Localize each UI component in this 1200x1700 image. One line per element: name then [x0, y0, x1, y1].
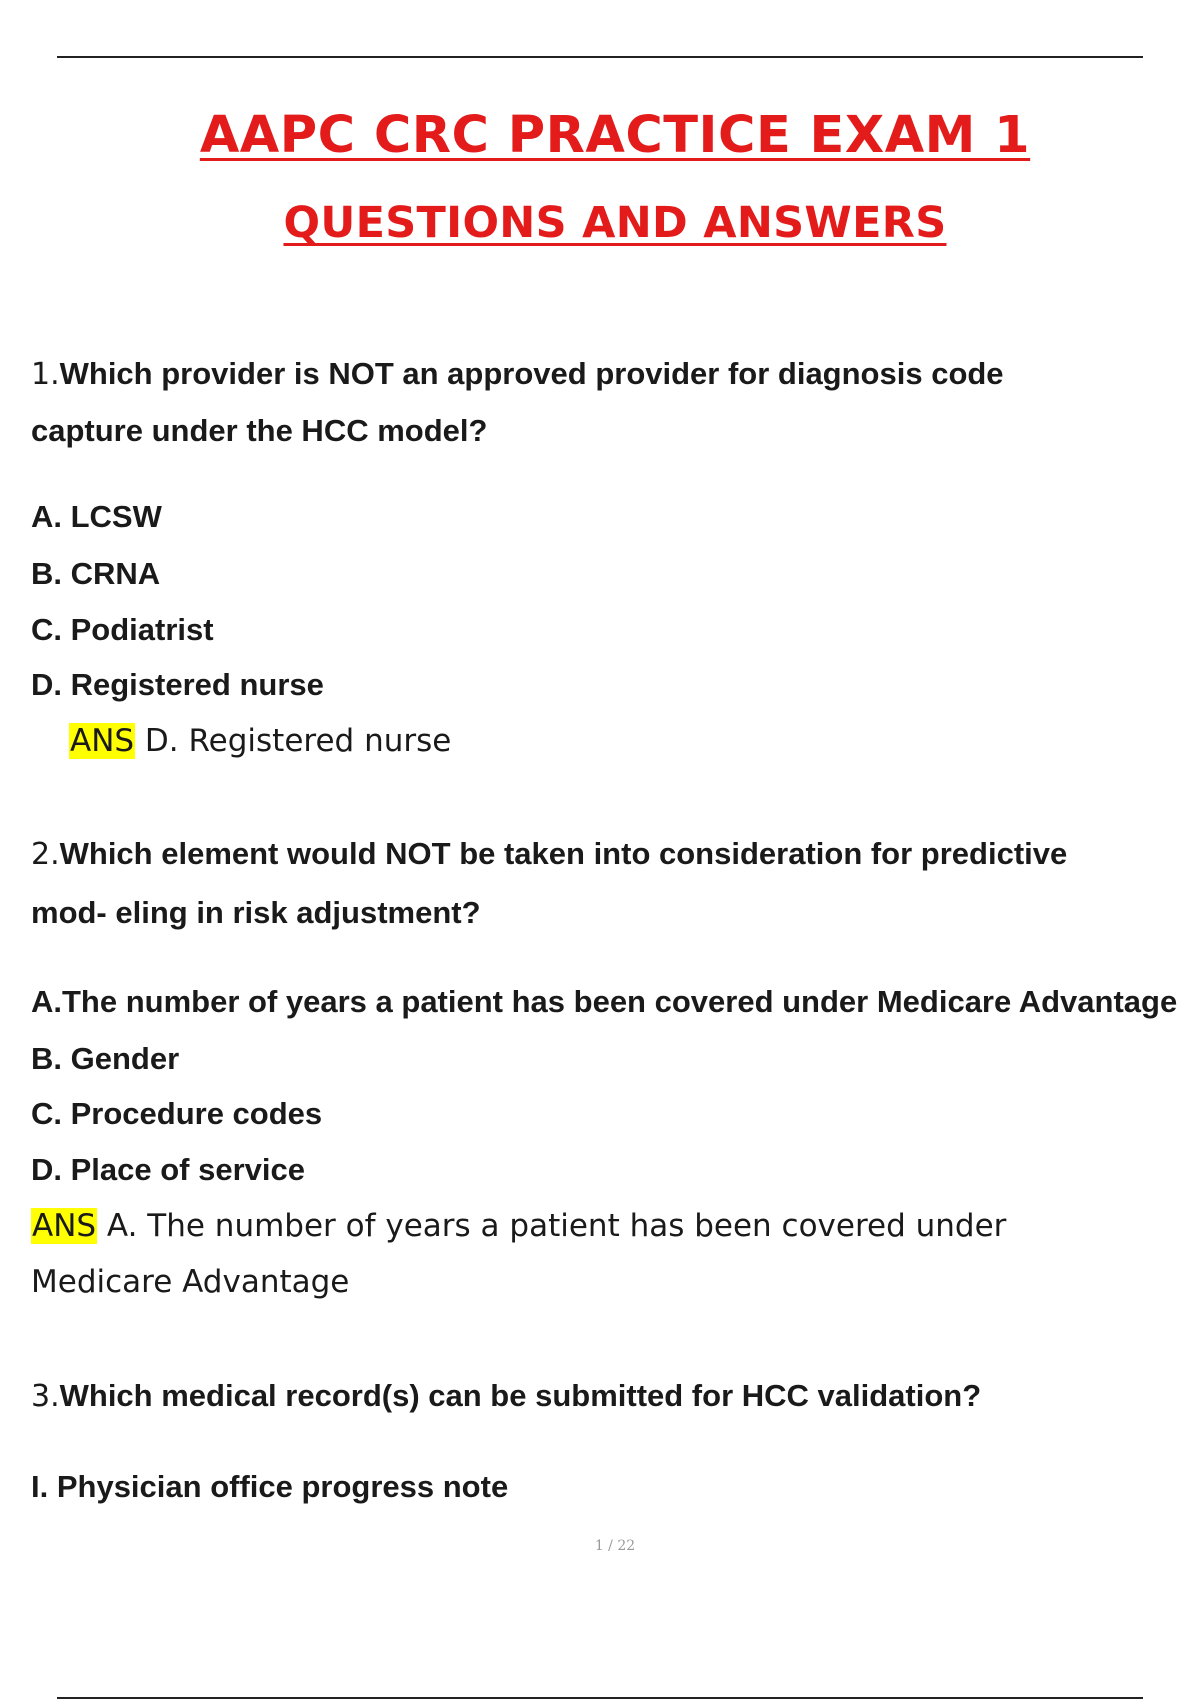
question-2-option-c: C. Procedure codes [31, 1096, 323, 1131]
question-2-answer-line-2: Medicare Advantage [31, 1264, 350, 1300]
document-subtitle: QUESTIONS AND ANSWERS [283, 198, 947, 248]
question-1-option-b: B. CRNA [31, 556, 161, 591]
question-1-option-d: D. Registered nurse [31, 667, 324, 702]
question-2-line-2: mod- eling in risk adjustment? [31, 895, 481, 930]
question-1-answer [69, 723, 451, 759]
question-2-text [31, 836, 1067, 872]
question-2-answer-text: A. The number of years a patient has been covered under [97, 1208, 1007, 1244]
question-1-text [31, 356, 1004, 392]
top-rule [57, 56, 1143, 58]
question-2-number: 2. [31, 837, 60, 872]
question-3-text [31, 1378, 981, 1414]
answer-highlight-tag: ANS [70, 723, 135, 759]
question-1-answer-text: D. Registered nurse [135, 723, 452, 759]
page-indicator: 1 / 22 [594, 1538, 636, 1554]
question-1-option-c: C. Podiatrist [31, 612, 214, 647]
question-2-option-b: B. Gender [31, 1041, 180, 1076]
question-3-number: 3. [31, 1379, 60, 1414]
question-1-line-1: Which provider is NOT an approved provider for diagnosis code [59, 356, 1004, 391]
question-1-option-a: A. LCSW [31, 499, 162, 534]
question-3-line-1: Which medical record(s) can be submitted for HCC validation? [59, 1378, 982, 1413]
question-2-answer [31, 1208, 1006, 1244]
question-2-line-1: Which element would NOT be taken into consideration for predictive [59, 836, 1068, 871]
question-2-option-d: D. Place of service [31, 1152, 305, 1187]
answer-highlight-tag: ANS [32, 1208, 97, 1244]
question-2-option-a: A.The number of years a patient has been covered under Medicare Advantage [31, 984, 1178, 1019]
document-title: AAPC CRC PRACTICE EXAM 1 [199, 106, 1031, 165]
question-1-line-2: capture under the HCC model? [31, 413, 488, 448]
bottom-rule [57, 1697, 1143, 1699]
question-1-number: 1. [31, 357, 60, 392]
question-3-option-i: I. Physician office progress note [31, 1469, 509, 1504]
